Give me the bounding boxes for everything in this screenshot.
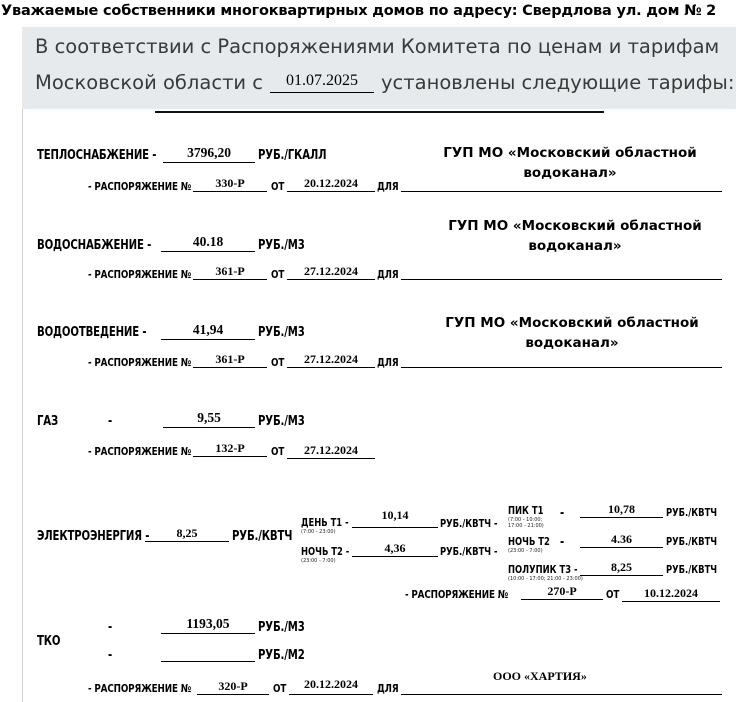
gas-order-label: - РАСПОРЯЖЕНИЕ №	[88, 445, 192, 458]
title-rule	[155, 111, 604, 113]
waste-from-label: ОТ	[273, 682, 287, 695]
waste-value-m3: 1193,05	[186, 616, 230, 631]
electricity-halfpeak-label: ПОЛУПИК Т3 -	[508, 564, 578, 576]
electricity-order-date: 10.12.2024	[644, 586, 698, 600]
waste-order-number-line	[197, 694, 269, 695]
waste-for-label: ДЛЯ	[377, 682, 399, 695]
water-for-label: ДЛЯ	[377, 268, 399, 281]
waste-unit-m2: РУБ./М2	[258, 648, 305, 663]
sewer-order-number: 361-Р	[215, 352, 245, 366]
electricity-value: 8,25	[176, 526, 198, 540]
heat-unit: РУБ./ГКАЛЛ	[258, 148, 327, 163]
heat-value: 3796,20	[187, 145, 231, 160]
electricity-night-value: 4,36	[384, 541, 406, 555]
electricity-peak-hours-1: (7:00 - 10:00;	[508, 517, 543, 523]
water-from-label: ОТ	[271, 268, 285, 281]
electricity-day-value-line	[352, 527, 438, 528]
heat-for-label: ДЛЯ	[377, 180, 399, 193]
electricity-label: ЭЛЕКТРОЭНЕРГИЯ -	[37, 529, 150, 544]
electricity-halfpeak-hours: (10:00 - 17:00; 21:00 - 23:00)	[508, 576, 583, 582]
heat-label: ТЕПЛОСНАБЖЕНИЕ -	[37, 148, 157, 163]
water-value: 40.18	[192, 234, 224, 249]
waste-unit-m3: РУБ./М3	[258, 620, 305, 635]
water-provider-line-2: водоканал»	[528, 238, 622, 254]
electricity-value-line	[145, 541, 229, 542]
electricity-halfpeak-value-line	[580, 575, 663, 576]
sewer-provider-line-1: ГУП МО «Московский областной	[445, 315, 699, 331]
heat-provider-line-2: водоканал»	[523, 165, 617, 181]
waste-value-m3-line	[161, 633, 255, 634]
waste-label: ТКО	[37, 634, 61, 649]
electricity-peak-dash: -	[560, 506, 565, 521]
waste-order-date-line	[289, 694, 373, 695]
water-for-line	[401, 279, 722, 280]
electricity-night2-unit: РУБ./КВТЧ	[666, 536, 718, 548]
water-order-number-line	[193, 279, 267, 280]
effective-date: 01.07.2025	[286, 72, 358, 89]
water-unit: РУБ./М3	[258, 238, 305, 253]
electricity-day-unit: РУБ./КВТЧ -	[440, 518, 498, 530]
waste-value-m2-line	[161, 661, 255, 662]
electricity-from-label: ОТ	[606, 588, 620, 601]
electricity-night-value-line	[352, 556, 438, 557]
electricity-night2-value-line	[580, 547, 663, 548]
gas-label: ГАЗ	[37, 414, 59, 429]
waste-order-date: 20.12.2024	[304, 677, 358, 691]
heat-from-label: ОТ	[271, 180, 285, 193]
gas-from-label: ОТ	[271, 445, 285, 458]
electricity-peak-unit: РУБ./КВТЧ	[666, 507, 718, 519]
sewer-provider-line-2: водоканал»	[525, 335, 619, 351]
electricity-order-number: 270-Р	[547, 584, 577, 598]
electricity-day-label: ДЕНЬ Т1 -	[301, 517, 349, 529]
heat-value-line	[163, 162, 255, 163]
electricity-day-hours: (7:00 - 23:00)	[301, 529, 336, 535]
sewer-for-line	[401, 367, 722, 368]
sewer-unit: РУБ./М3	[258, 325, 305, 340]
gas-order-date-line	[287, 458, 375, 459]
water-order-label: - РАСПОРЯЖЕНИЕ №	[88, 268, 192, 281]
electricity-night2-label: НОЧЬ Т2	[508, 536, 550, 548]
gas-order-number: 132-Р	[215, 441, 245, 455]
intro-line-1: В соответствии с Распоряжениями Комитета по ценам и тарифам	[35, 35, 720, 58]
heat-order-number-line	[193, 191, 267, 192]
sewer-for-label: ДЛЯ	[377, 356, 399, 369]
sewer-order-date: 27.12.2024	[304, 352, 358, 366]
sewer-provider	[422, 313, 722, 353]
water-label: ВОДОСНАБЖЕНИЕ -	[37, 238, 152, 253]
electricity-unit: РУБ./КВТЧ	[232, 529, 293, 544]
sewer-value: 41,94	[192, 322, 224, 337]
sewer-from-label: ОТ	[271, 356, 285, 369]
electricity-peak-hours-2: 17:00 - 21:00)	[508, 523, 544, 529]
electricity-peak-value-line	[580, 517, 663, 518]
waste-dash-2: -	[108, 648, 113, 663]
electricity-night-unit: РУБ./КВТЧ -	[440, 546, 498, 558]
sewer-order-number-line	[193, 367, 267, 368]
sewer-value-line	[161, 339, 255, 340]
waste-provider: ООО «ХАРТИЯ»	[493, 669, 587, 683]
effective-date-line	[270, 92, 374, 93]
waste-for-line	[401, 694, 722, 695]
electricity-peak-label: ПИК Т1	[508, 505, 544, 517]
heat-order-date-line	[287, 191, 375, 192]
electricity-peak-value: 10,78	[608, 502, 635, 516]
electricity-night2-value: 4.36	[611, 532, 632, 546]
electricity-halfpeak-value: 8,25	[611, 560, 632, 574]
water-value-line	[161, 251, 255, 252]
electricity-order-label: - РАСПОРЯЖЕНИЕ №	[405, 588, 509, 601]
gas-value-line	[163, 427, 255, 428]
intro-line-2-prefix: Московской области с	[35, 71, 264, 94]
water-order-date-line	[287, 279, 375, 280]
gas-unit: РУБ./М3	[258, 414, 305, 429]
gas-dash: -	[108, 414, 113, 429]
electricity-night-label: НОЧЬ Т2 -	[301, 546, 350, 558]
gas-value: 9,55	[197, 410, 221, 425]
water-order-date: 27.12.2024	[304, 264, 358, 278]
sewer-order-label: - РАСПОРЯЖЕНИЕ №	[88, 356, 192, 369]
electricity-halfpeak-unit: РУБ./КВТЧ	[666, 564, 718, 576]
heat-order-date: 20.12.2024	[304, 176, 358, 190]
sewer-order-date-line	[287, 367, 375, 368]
heat-order-label: - РАСПОРЯЖЕНИЕ №	[88, 180, 192, 193]
waste-order-label: - РАСПОРЯЖЕНИЕ №	[88, 682, 192, 695]
heat-provider-line-1: ГУП МО «Московский областной	[443, 145, 697, 161]
water-provider-line-1: ГУП МО «Московский областной	[448, 218, 702, 234]
waste-dash-1: -	[108, 620, 113, 635]
waste-order-number: 320-Р	[218, 679, 248, 693]
electricity-order-number-line	[521, 599, 603, 600]
intro-line-2-suffix: установлены следующие тарифы:	[381, 71, 735, 94]
sewer-label: ВОДООТВЕДЕНИЕ -	[37, 325, 147, 340]
heat-provider	[420, 143, 720, 183]
electricity-day-value: 10,14	[381, 508, 409, 522]
water-provider	[425, 216, 725, 256]
electricity-night-hours: (23:00 - 7:00)	[301, 558, 336, 564]
gas-order-number-line	[193, 456, 267, 457]
left-edge-line	[22, 109, 23, 702]
water-order-number: 361-Р	[215, 264, 245, 278]
electricity-night2-hours: (23:00 - 7:00)	[508, 548, 543, 554]
gas-order-date: 27.12.2024	[304, 443, 358, 457]
electricity-order-date-line	[622, 601, 720, 602]
heat-order-number: 330-Р	[215, 176, 245, 190]
heat-for-line	[401, 191, 722, 192]
electricity-night2-dash: -	[560, 535, 565, 550]
page-heading: Уважаемые собственники многоквартирных домов по адресу: Свердлова ул. дом № 2	[1, 3, 717, 19]
